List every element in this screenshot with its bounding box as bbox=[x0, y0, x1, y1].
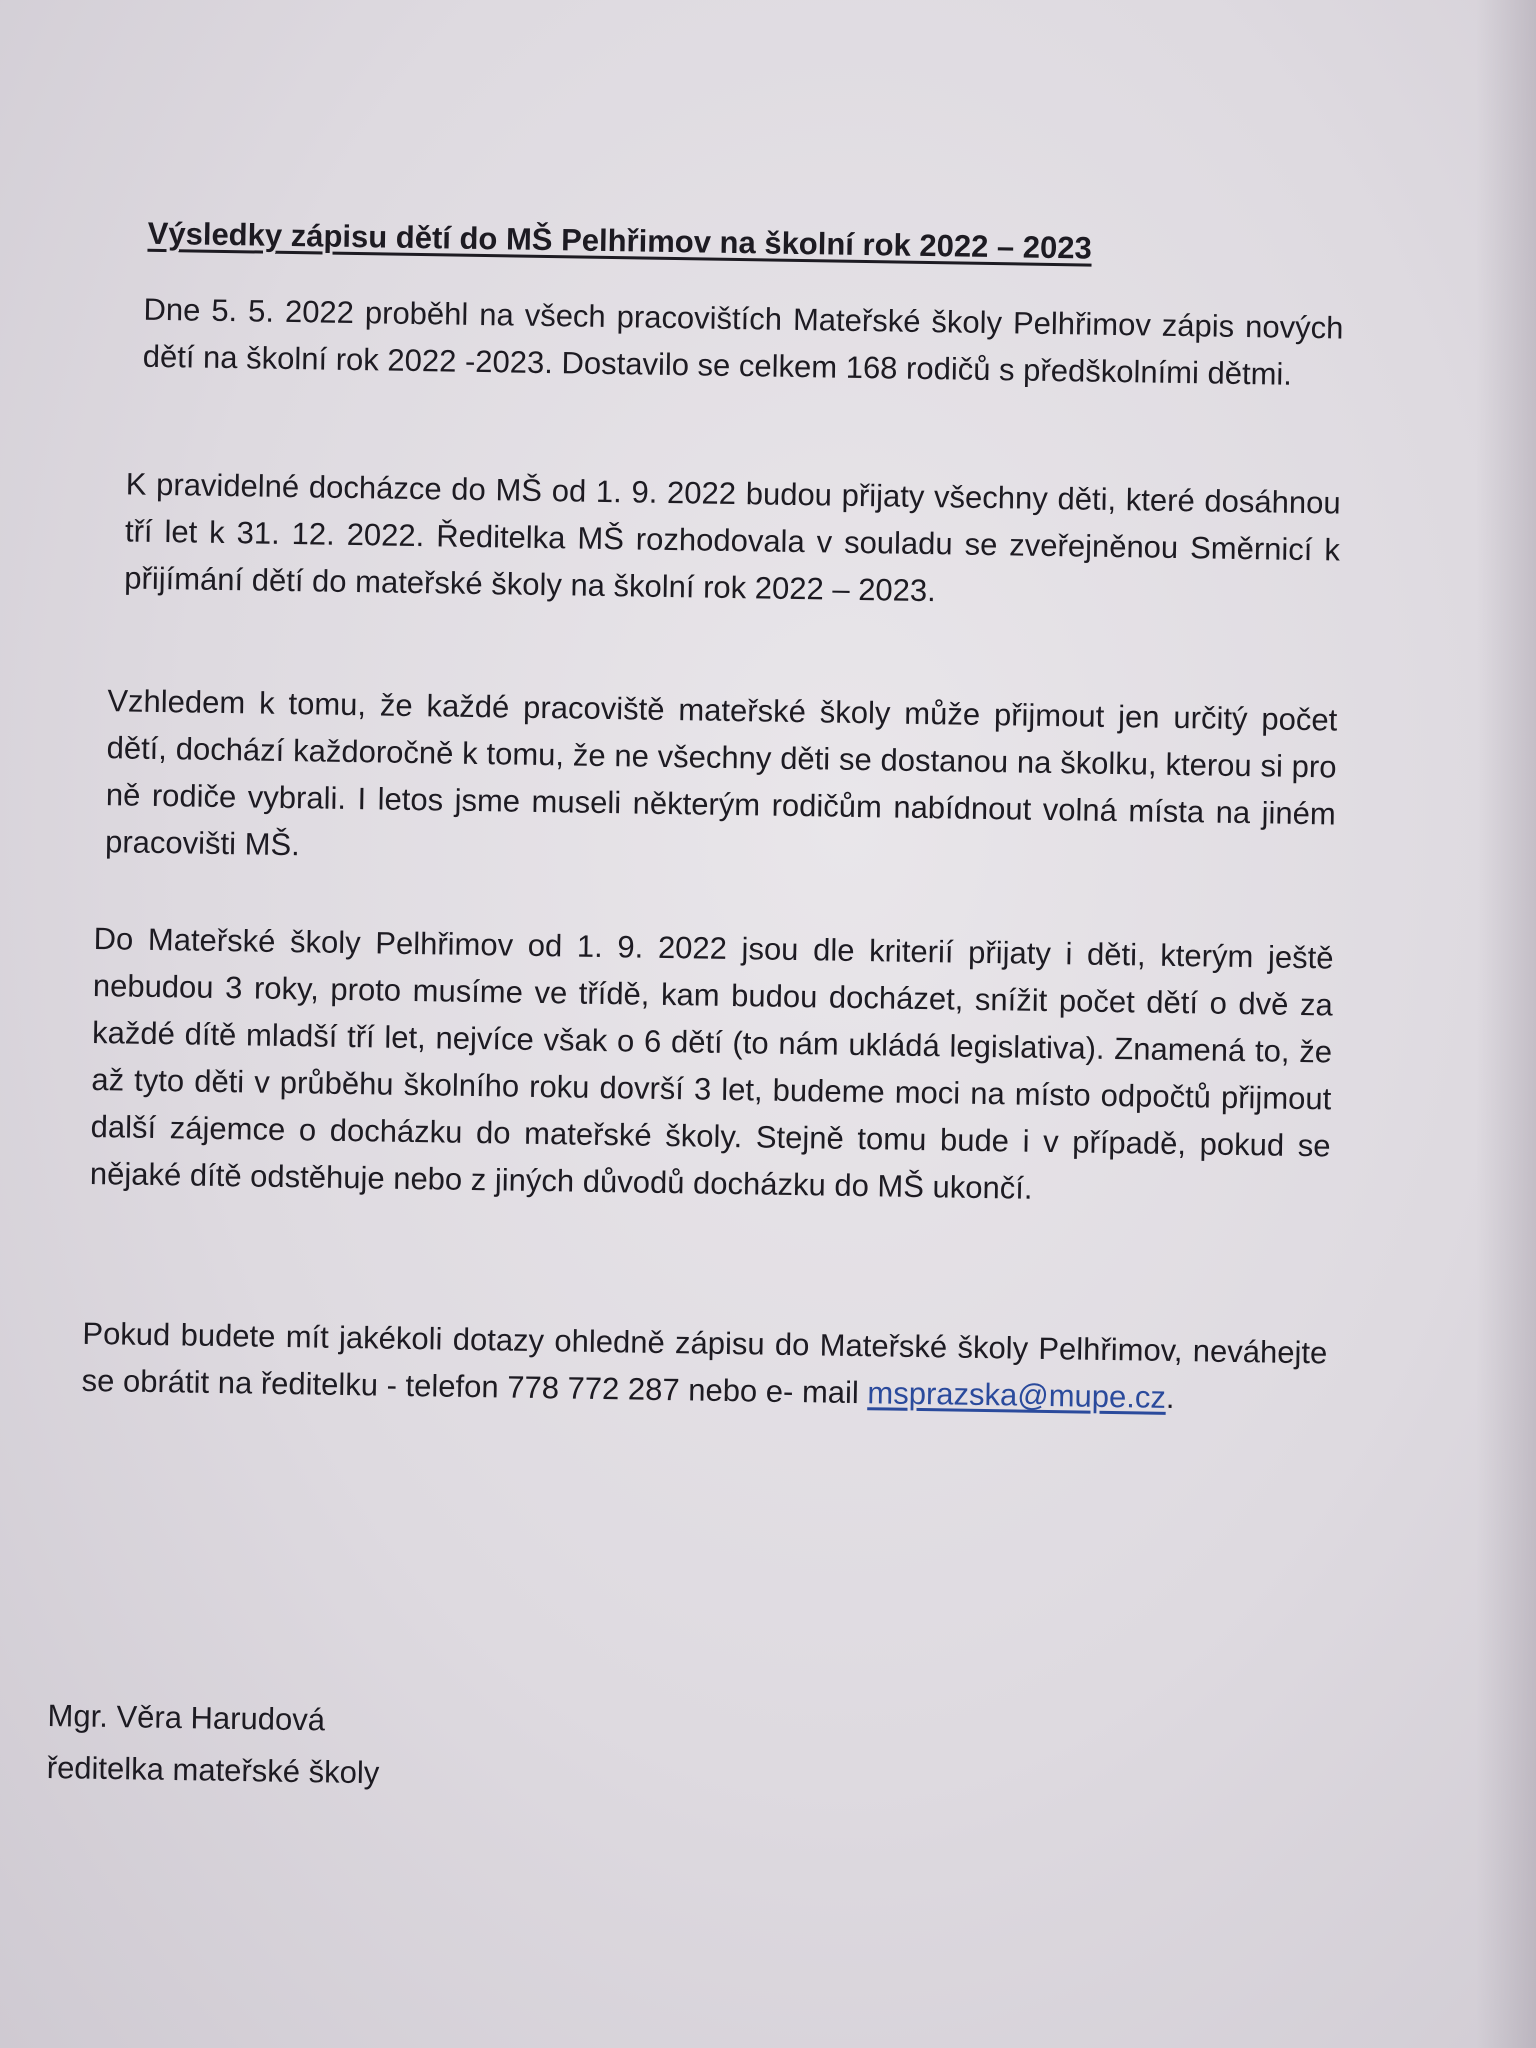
paragraph-contact bbox=[81, 1310, 1327, 1424]
signature-role: ředitelka mateřské školy bbox=[46, 1749, 380, 1791]
contact-end: . bbox=[1165, 1379, 1175, 1416]
signature-name: Mgr. Věra Harudová bbox=[47, 1697, 326, 1738]
signature-block bbox=[46, 1690, 380, 1799]
paragraph-capacity: Vzhledem k tomu, že každé pracoviště mateřské školy může přijmout jen určitý počet dětí, dochází každoročně k tomu, že ne všechny děti se dostanou na školku, kterou si pro ně rodiče vybrali. I letos jsme museli některým rodičům nabídnout volná místa na jiném pracovišti MŠ. bbox=[104, 683, 1338, 863]
contact-text: Pokud budete mít jakékoli dotazy ohledně zápisu do Mateřské školy Pelhřimov, neváhejte se obrátit na ředitelku - telefon 778 772 287 nebo e- mail bbox=[81, 1315, 1328, 1411]
paragraph-enrollment-date: Dne 5. 5. 2022 proběhl na všech pracovištích Mateřské školy Pelhřimov zápis nových dětí na školní rok 2022 -2023. Dostavilo se celkem 168 rodičů s předškolními dětmi. bbox=[142, 291, 1344, 392]
paragraph-younger-children: Do Mateřské školy Pelhřimov od 1. 9. 2022 jsou dle kriterií přijaty i děti, kterým ještě nebudou 3 roky, proto musíme ve třídě, kam budou docházet, snížit počet dětí o dvě za každé dítě mladší tří let, nejvíce však o 6 dětí (to nám ukládá legislativa). Znamená to, že až tyto děti v průběhu školního roku dovrší 3 let, budeme moci na místo odpočtů přijmout další zájemce o docházku do mateřské školy. Stejně tomu bude i v případě, pokud se nějaké dítě odstěhuje nebo z jiných důvodů docházku do MŠ ukončí. bbox=[89, 920, 1334, 1206]
document-title: Výsledky zápisu dětí do MŠ Pelhřimov na školní rok 2022 – 2023 bbox=[147, 215, 1093, 266]
paragraph-admission-criteria: K pravidelné docházce do MŠ od 1. 9. 2022 budou přijaty všechny děti, které dosáhnou tří let k 31. 12. 2022. Ředitelka MŠ rozhodovala v souladu se zveřejněnou Směrnicí k přijímání dětí do mateřské školy na školní rok 2022 – 2023. bbox=[124, 466, 1341, 609]
email-link[interactable]: msprazska@mupe.cz bbox=[867, 1375, 1167, 1415]
document-body bbox=[81, 215, 1350, 1416]
paper-shadow bbox=[1476, 0, 1536, 2048]
